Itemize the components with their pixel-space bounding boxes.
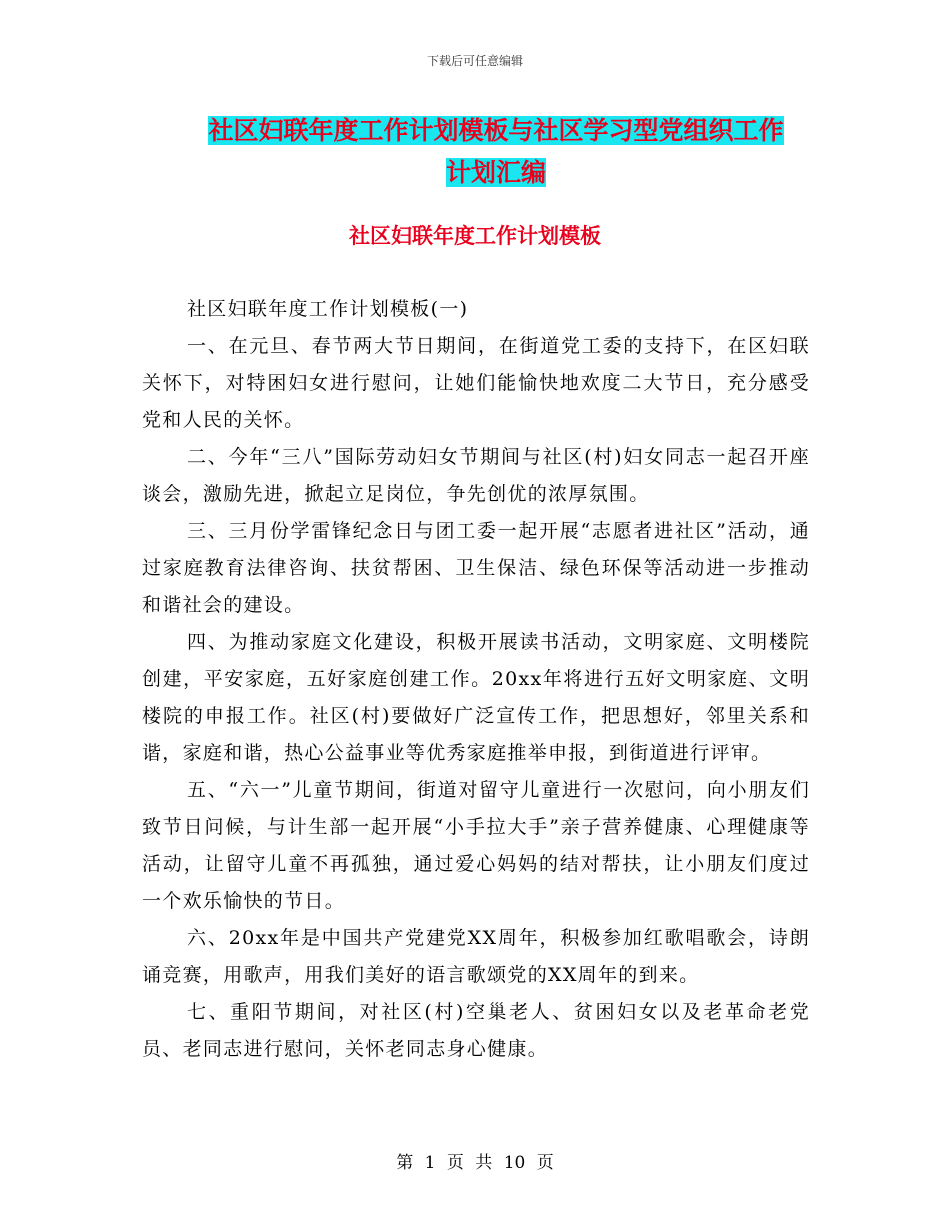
paragraph-item-6: 六、20xx年是中国共产党建党XX周年，积极参加红歌唱歌会，诗朗诵竞赛，用歌声，用我们美好的语言歌颂党的XX周年的到来。 bbox=[142, 927, 810, 986]
page-footer: 第 1 页 共 10 页 bbox=[396, 1153, 554, 1173]
paragraph-item-5: 五、“六一”儿童节期间，街道对留守儿童进行一次慰问，向小朋友们致节日问候，与计生部一起开展“小手拉大手”亲子营养健康、心理健康等活动，让留守儿童不再孤独，通过爱心妈妈的结对帮扶，让小朋友们度过一个欢乐愉快的节日。 bbox=[142, 779, 810, 912]
paragraph-item-2: 二、今年“三八”国际劳动妇女节期间与社区(村)妇女同志一起召开座谈会，激励先进，掀起立足岗位，争先创优的浓厚氛围。 bbox=[142, 446, 810, 505]
paragraph-item-3: 三、三月份学雷锋纪念日与团工委一起开展“志愿者进社区”活动，通过家庭教育法律咨询、扶贫帮困、卫生保洁、绿色环保等活动进一步推动和谐社会的建设。 bbox=[142, 520, 810, 616]
section-title: 社区妇联年度工作计划模板 bbox=[349, 224, 601, 248]
document-title bbox=[190, 110, 802, 194]
paragraph-item-1: 一、在元旦、春节两大节日期间，在街道党工委的支持下，在区妇联关怀下，对特困妇女进行慰问，让她们能愉快地欢度二大节日，充分感受党和人民的关怀。 bbox=[142, 335, 810, 431]
document-title-line1: 社区妇联年度工作计划模板与社区学习型党组织工作 bbox=[208, 116, 784, 145]
paragraph-item-7: 七、重阳节期间，对社区(村)空巢老人、贫困妇女以及老革命老党员、老同志进行慰问，关怀老同志身心健康。 bbox=[142, 1001, 810, 1060]
header-note: 下载后可任意编辑 bbox=[426, 54, 523, 68]
document-title-line2: 计划汇编 bbox=[445, 158, 546, 187]
body-text bbox=[142, 291, 810, 1068]
paragraph-item-4: 四、为推动家庭文化建设，积极开展读书活动，文明家庭、文明楼院创建，平安家庭，五好家庭创建工作。20xx年将进行五好文明家庭、文明楼院的申报工作。社区(村)要做好广泛宣传工作，把思想好，邻里关系和谐，家庭和谐，热心公益事业等优秀家庭推举申报，到街道进行评审。 bbox=[142, 631, 810, 764]
paragraph-subtitle: 社区妇联年度工作计划模板(一) bbox=[187, 298, 469, 320]
